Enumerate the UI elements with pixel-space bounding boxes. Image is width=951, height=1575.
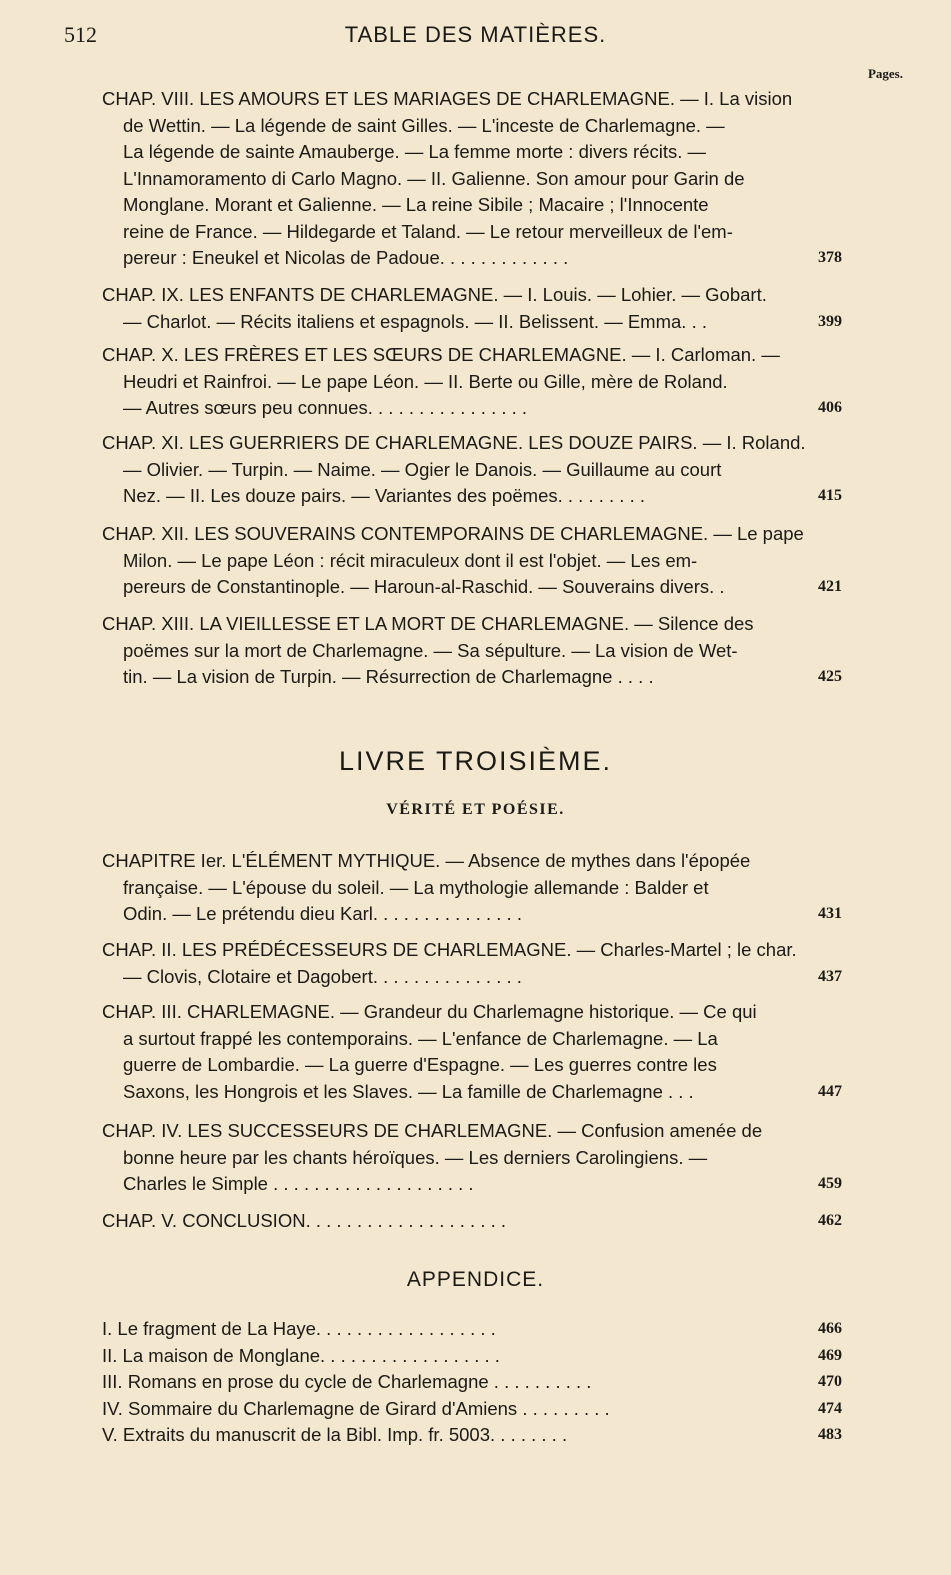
toc-line: CHAP. V. CONCLUSION. . . . . . . . . . . . . . . . . . . . 462 (102, 1208, 842, 1235)
toc-line: CHAP. II. LES PRÉDÉCESSEURS DE CHARLEMAGNE. — Charles-Martel ; le char. (102, 939, 797, 960)
livre-heading: LIVRE TROISIÈME. (338, 746, 613, 776)
toc-line: — Clovis, Clotaire et Dagobert. . . . . . . . . . . . . . . 437 (102, 964, 842, 991)
page-ref: 378 (818, 249, 842, 266)
toc-line: Heudri et Rainfroi. — Le pape Léon. — II. Berte ou Gille, mère de Roland. (123, 370, 728, 392)
toc-entry-l3-chap-1 (102, 848, 842, 928)
page-ref: 399 (818, 312, 842, 330)
toc-entry-chap-12 (102, 521, 842, 601)
toc-line: tin. — La vision de Turpin. — Résurrection de Charlemagne . . . . 425 (102, 664, 842, 691)
page-ref: 425 (818, 668, 842, 685)
page-ref: 470 (818, 1373, 842, 1390)
toc-line: de Wettin. — La légende de saint Gilles. — L'inceste de Charlemagne. — (123, 114, 725, 136)
toc-entry-chap-8 (102, 86, 842, 272)
toc-line: L'Innamoramento di Carlo Magno. — II. Galienne. Son amour pour Garin de (123, 167, 745, 189)
page-title: TABLE DES MATIÈRES. (344, 22, 607, 47)
page-ref: 437 (818, 967, 842, 985)
page-ref: 462 (818, 1212, 842, 1229)
toc-line: CHAPITRE Ier. L'ÉLÉMENT MYTHIQUE. — Absence de mythes dans l'épopée (102, 850, 751, 871)
toc-entry-chap-9 (102, 282, 842, 335)
toc-entry-l3-chap-5 (102, 1208, 842, 1235)
page-ref: 415 (818, 487, 842, 504)
page-ref: 406 (818, 399, 842, 416)
livre-subheading: VÉRITÉ ET POÉSIE. (386, 801, 565, 818)
toc-line: La légende de sainte Amauberge. — La femme morte : divers récits. — (123, 141, 707, 162)
running-head (0, 20, 951, 54)
toc-line: — Autres sœurs peu connues. . . . . . . . . . . . . . . . 406 (102, 395, 842, 422)
toc-line: a surtout frappé les contemporains. — L'enfance de Charlemagne. — La (123, 1027, 718, 1049)
appendice-list (102, 1316, 842, 1449)
toc-entry-chap-11 (102, 430, 842, 510)
toc-line: CHAP. IX. LES ENFANTS DE CHARLEMAGNE. — I. Louis. — Lohier. — Gobart. (102, 284, 767, 305)
page-ref: 447 (818, 1082, 842, 1100)
toc-line: guerre de Lombardie. — La guerre d'Espagne. — Les guerres contre les (123, 1054, 717, 1075)
toc-line: reine de France. — Hildegarde et Taland. — Le retour merveilleux de l'em- (123, 220, 733, 242)
toc-line: CHAP. IV. LES SUCCESSEURS DE CHARLEMAGNE. — Confusion amenée de (102, 1120, 763, 1141)
toc-entry-l3-chap-2 (102, 937, 842, 990)
page-ref: 421 (818, 578, 842, 595)
toc-line: Saxons, les Hongrois et les Slaves. — La famille de Charlemagne . . . 447 (102, 1079, 842, 1106)
toc-line: CHAP. XII. LES SOUVERAINS CONTEMPORAINS DE CHARLEMAGNE. — Le pape (102, 523, 804, 544)
toc-line: — Charlot. — Récits italiens et espagnols. — II. Belissent. — Emma. . . 399 (102, 309, 842, 336)
toc-line: française. — L'épouse du soleil. — La mythologie allemande : Balder et (123, 876, 709, 898)
page-ref: 474 (818, 1399, 842, 1417)
toc-line: — Olivier. — Turpin. — Naime. — Ogier le Danois. — Guillaume au court (123, 458, 722, 480)
appendice-item: III. Romans en prose du cycle de Charlemagne . . . . . . . . . . 470 (102, 1369, 842, 1396)
toc-entry-chap-13 (102, 611, 842, 691)
toc-line: CHAP. III. CHARLEMAGNE. — Grandeur du Charlemagne historique. — Ce qui (102, 1001, 757, 1022)
toc-line: Monglane. Morant et Galienne. — La reine Sibile ; Macaire ; l'Innocente (123, 194, 709, 215)
toc-entry-chap-10 (102, 342, 842, 422)
toc-line: pereur : Eneukel et Nicolas de Padoue. . . . . . . . . . . . . 378 (102, 245, 842, 272)
appendice-item: V. Extraits du manuscrit de la Bibl. Imp. fr. 5003. . . . . . . . 483 (102, 1422, 842, 1449)
toc-line: Nez. — II. Les douze pairs. — Variantes des poëmes. . . . . . . . . 415 (102, 483, 842, 510)
toc-entry-l3-chap-4 (102, 1118, 842, 1198)
toc-line: poëmes sur la mort de Charlemagne. — Sa sépulture. — La vision de Wet- (123, 639, 738, 661)
toc-line: CHAP. VIII. LES AMOURS ET LES MARIAGES DE CHARLEMAGNE. — I. La vision (102, 88, 793, 109)
page-ref: 483 (818, 1426, 842, 1443)
toc-line: Milon. — Le pape Léon : récit miraculeux dont il est l'objet. — Les em- (123, 549, 698, 571)
toc-line: Odin. — Le prétendu dieu Karl. . . . . . . . . . . . . . . 431 (102, 901, 842, 928)
toc-line: pereurs de Constantinople. — Haroun-al-Raschid. — Souverains divers. . 421 (102, 574, 842, 601)
page-ref: 459 (818, 1175, 842, 1192)
page-ref: 466 (818, 1320, 842, 1337)
appendice-item: II. La maison de Monglane. . . . . . . . . . . . . . . . . . 469 (102, 1343, 842, 1370)
toc-line: CHAP. XI. LES GUERRIERS DE CHARLEMAGNE. LES DOUZE PAIRS. — I. Roland. (102, 432, 806, 453)
toc-line: CHAP. X. LES FRÈRES ET LES SŒURS DE CHARLEMAGNE. — I. Carloman. — (102, 344, 780, 365)
page-ref: 469 (818, 1346, 842, 1364)
toc-line: CHAP. XIII. LA VIEILLESSE ET LA MORT DE CHARLEMAGNE. — Silence des (102, 613, 754, 634)
toc-line: Charles le Simple . . . . . . . . . . . . . . . . . . . . 459 (102, 1171, 842, 1198)
appendice-item: IV. Sommaire du Charlemagne de Girard d'Amiens . . . . . . . . . 474 (102, 1396, 842, 1423)
page-number: 512 (64, 22, 97, 47)
toc-entry-l3-chap-3 (102, 999, 842, 1105)
toc-line: bonne heure par les chants héroïques. — Les derniers Carolingiens. — (123, 1146, 708, 1168)
page-ref: 431 (818, 905, 842, 922)
appendice-item: I. Le fragment de La Haye. . . . . . . . . . . . . . . . . . 466 (102, 1316, 842, 1343)
pages-column-label: Pages. (867, 66, 903, 81)
appendice-heading: APPENDICE. (406, 1268, 545, 1291)
